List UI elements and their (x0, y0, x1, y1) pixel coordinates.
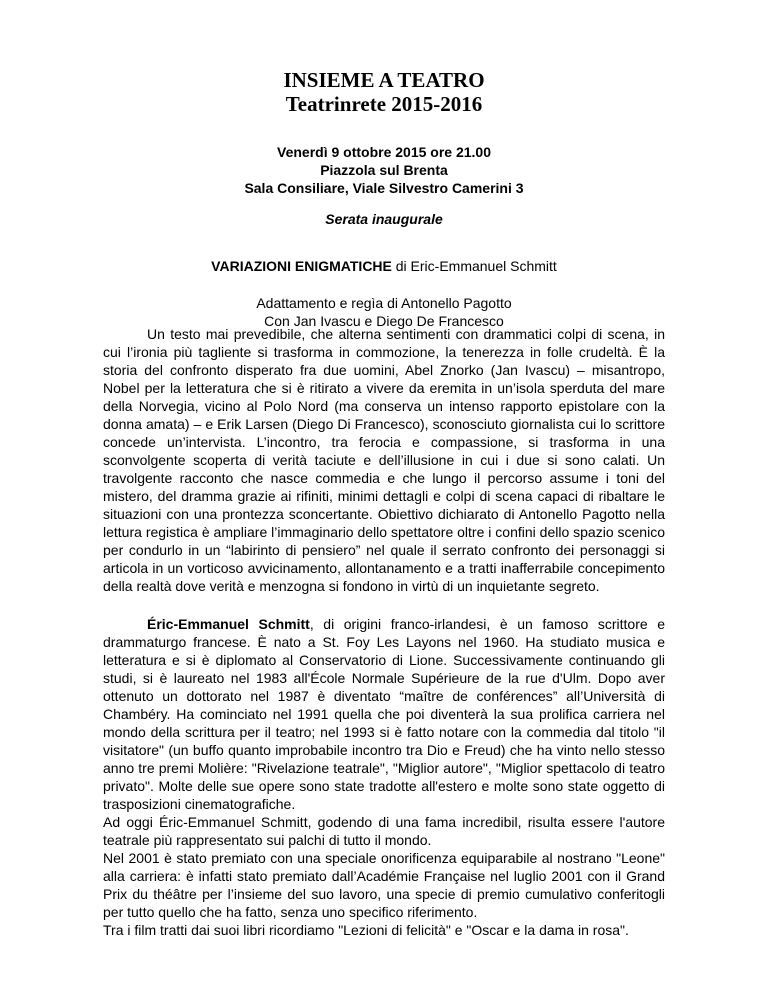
bio-paragraph-2: Ad oggi Éric-Emmanuel Schmitt, godendo di una fama incredibil, risulta essere l'autore teatrale più rappresentato sui palchi di tutto il mondo. (103, 814, 665, 848)
bio-paragraph-4: Tra i film tratti dai suoi libri ricordiamo "Lezioni di felicità" e "Oscar e la dama in rosa". (103, 922, 629, 938)
play-cast: Con Jan Ivascu e Diego De Francesco (264, 313, 504, 329)
bio-author-name: Éric-Emmanuel Schmitt (147, 616, 310, 632)
play-adaptation: Adattamento e regìa di Antonello Pagotto (256, 295, 512, 311)
synopsis-paragraph: Un testo mai prevedibile, che alterna sentimenti con drammatici colpi di scena, in cui l’ironia più tagliente si trasforma in commozione, la tenerezza in folle crudeltà. È la storia del confronto disperato fra due uomini, Abel Znorko (Jan Ivascu) – misantropo, Nobel per la letteratura che si è ritirato a vivere da eremita in un’isola sperduta del mare della Norvegia, vicino al Polo Nord (ma conserva un intenso rapporto epistolare con la donna amata) – e Erik Larsen (Diego Di Francesco), sconosciuto giornalista cui lo scrittore concede un’intervista. L’incontro, tra ferocia e compassione, si trasforma in una sconvolgente scoperta di verità taciute e dell’illusione in cui i due si sono calati. Un travolgente racconto che nasce commedia e che lungo il percorso assume i toni del mistero, del dramma grazie ai rifiniti, minimi dettagli e colpi di scena capaci di ribaltare le situazioni con una prontezza sconcertante. Obiettivo dichiarato di Antonello Pagotto nella lettura registica è ampliare l’immaginario dello spettatore oltre i confini dello spazio scenico per condurlo in un “labirinto di pensiero” nel quale il serrato confronto dei personaggi si articola in un vorticoso avvicinamento, allontanamento e a tratti inafferrabile concepimento della realtà dove verità e menzogna si fondono in virtù di un inquietante segreto. (103, 326, 665, 594)
play-heading (0, 257, 768, 275)
bio-paragraph-1 (103, 615, 665, 813)
play-author: di Eric-Emmanuel Schmitt (391, 258, 557, 274)
event-city: Piazzola sul Brenta (320, 162, 448, 178)
document-title: INSIEME A TEATRO (283, 68, 485, 92)
event-date-time: Venerdì 9 ottobre 2015 ore 21.00 (277, 144, 491, 160)
bio-paragraph-3: Nel 2001 è stato premiato con una speciale onorificenza equiparabile al nostrano "Leone" alla carriera: è infatti stato premiato dall’Académie Française nel luglio 2001 con il Grand Prix du théâtre per l’insieme del suo lavoro, una specie di premio cumulativo conferitogli per tutto quello che ha fatto, senza uno specifico riferimento. (103, 850, 665, 920)
bio-intro-text: , di origini franco-irlandesi, è un famoso scrittore e drammaturgo francese. È nato a St. Foy Les Layons nel 1960. Ha studiato musica e letteratura e si è diplomato al Conservatorio di Lione. Successivamente continuando gli studi, si è laureato nel 1983 all'École Normale Supérieure de la rue d'Ulm. Dopo aver ottenuto un dottorato nel 1987 è diventato “maître de conférences” all’Università di Chambéry. Ha cominciato nel 1991 quella che poi diventerà la sua prolifica carriera nel mondo della scrittura per il teatro; nel 1993 si è fatto notare con la commedia dal titolo "il visitatore" (un buffo quanto improbabile incontro tra Dio e Freud) che ha vinto nello stesso anno tre premi Molière: "Rivelazione teatrale", "Miglior autore", "Miglior spettacolo di teatro privato". Molte delle sue opere sono state tradotte all'estero e molte sono state oggetto di trasposizioni cinematografiche. (103, 616, 665, 812)
author-bio (103, 615, 665, 939)
event-venue: Sala Consiliare, Viale Silvestro Camerini 3 (244, 180, 524, 196)
play-title: VARIAZIONI ENIGMATICHE (211, 258, 392, 274)
document-subtitle: Teatrinrete 2015-2016 (285, 92, 483, 116)
event-occasion: Serata inaugurale (325, 211, 443, 227)
